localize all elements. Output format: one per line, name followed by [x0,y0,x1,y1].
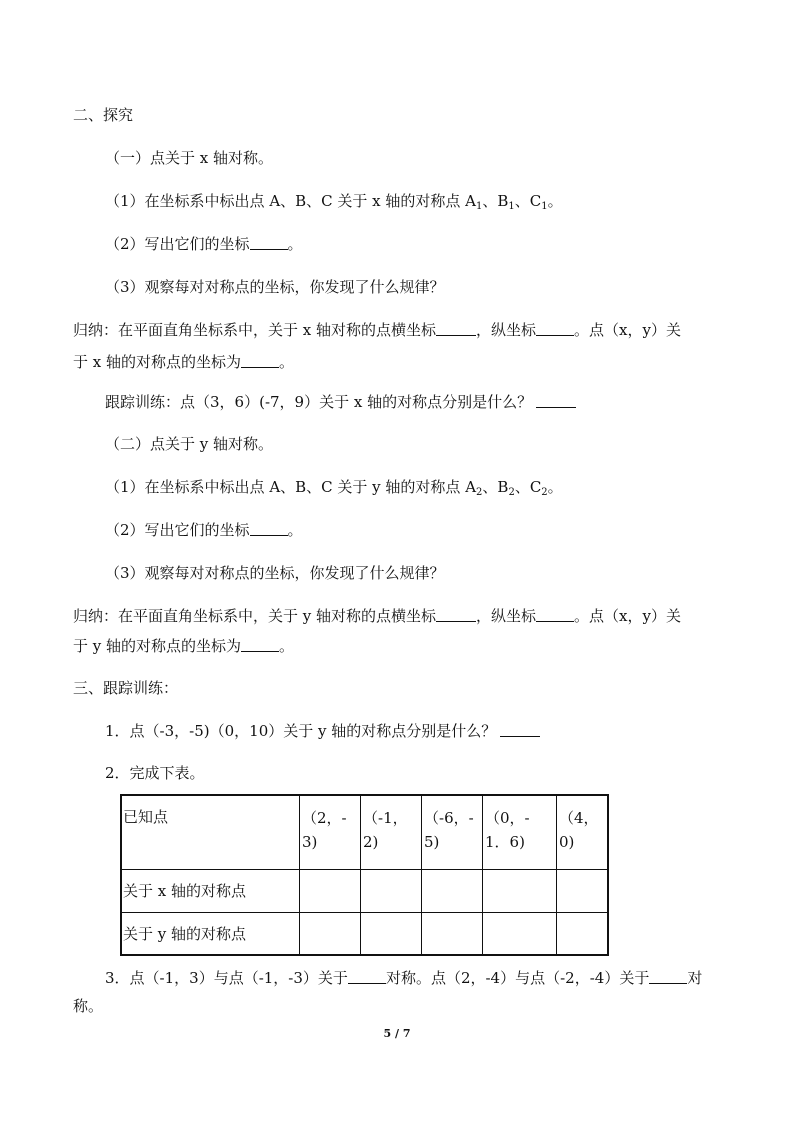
table-answer-cell[interactable] [300,869,361,912]
q1-text: 、C [514,192,542,210]
exercise-1-text: 1．点（-3，-5)（0，10）关于 y 轴的对称点分别是什么？ [105,722,497,740]
answer-blank[interactable] [250,520,288,536]
training-text: 跟踪训练：点（3，6）(-7，9）关于 x 轴的对称点分别是什么？ [105,393,533,411]
table-answer-cell[interactable] [300,912,361,955]
part-2-question-3: （3）观察每对对称点的坐标，你发现了什么规律？ [105,564,445,582]
table-answer-cell[interactable] [361,869,422,912]
answer-blank[interactable] [500,721,540,737]
subscript: 2 [508,487,515,498]
table-row-x [121,869,608,912]
q1-text: 。 [547,192,563,210]
part-1-title: （一）点关于 x 轴对称。 [105,149,273,167]
table-row-y [121,912,608,955]
exercise-3-text: 对 [687,969,703,987]
table-point-cell [557,795,609,869]
table-point-cell [422,795,483,869]
summary-text: 。点（x，y）关 [574,321,681,339]
exercise-3-line-1 [105,968,702,988]
table-answer-cell[interactable] [557,912,609,955]
table-point: （0，-1．6) [485,809,530,851]
table-row-x-label: 关于 x 轴的对称点 [123,881,246,900]
table-row-y-label-cell [121,912,300,955]
subscript: 1 [541,201,548,212]
subscript: 1 [508,201,515,212]
table-answer-cell[interactable] [483,869,557,912]
answer-blank[interactable] [436,606,476,622]
table-point-cell [361,795,422,869]
exercise-3-text: 3．点（-1，3）与点（-1，-3）关于 [105,969,348,987]
q2-text: （2）写出它们的坐标 [105,521,250,539]
page-number: 5 / 7 [383,1027,411,1040]
part-2-summary-line-1 [73,606,681,626]
table-point: （-1，2) [363,809,408,851]
summary-text: 。 [279,353,295,371]
table-point-cell [483,795,557,869]
summary-text: 归纳：在平面直角坐标系中，关于 y 轴对称的点横坐标 [73,607,437,625]
q1-text: 。 [547,478,563,496]
table-point: （4，0) [559,809,599,851]
part-2-question-1 [105,477,563,497]
table-header-row [121,795,608,869]
subscript: 2 [541,487,548,498]
summary-text: 于 y 轴的对称点的坐标为 [73,637,242,655]
table-point: （2，-3) [302,809,347,851]
q2-text: 。 [287,235,303,253]
q1-text: 、B [482,478,509,496]
part-1-question-3: （3）观察每对对称点的坐标，你发现了什么规律？ [105,278,445,296]
table-header-label: 已知点 [123,808,169,826]
summary-text: ，纵坐标 [476,607,537,625]
table-answer-cell[interactable] [557,869,609,912]
exercise-2: 2．完成下表。 [105,764,205,782]
answer-blank[interactable] [649,968,687,984]
table-answer-cell[interactable] [483,912,557,955]
part-1-training [105,392,576,412]
section-2-title: 二、探究 [73,106,134,124]
table-answer-cell[interactable] [422,869,483,912]
section-3-title: 三、跟踪训练： [73,679,179,697]
answer-blank[interactable] [536,320,574,336]
table-point: （-6，-5) [424,809,474,851]
table-answer-cell[interactable] [361,912,422,955]
table-answer-cell[interactable] [422,912,483,955]
q1-text: 、B [482,192,509,210]
exercise-3-line-2: 称。 [73,997,104,1015]
answer-blank[interactable] [536,606,574,622]
part-2-question-2 [105,520,303,540]
subscript: 2 [476,487,483,498]
q1-text: （1）在坐标系中标出点 A、B、C 关于 y 轴的对称点 A [105,478,477,496]
q1-text: 、C [514,478,542,496]
answer-blank[interactable] [250,234,288,250]
q2-text: （2）写出它们的坐标 [105,235,250,253]
subscript: 1 [476,201,483,212]
answer-blank[interactable] [241,636,279,652]
part-1-summary-line-2 [73,352,294,372]
answer-blank[interactable] [241,352,279,368]
summary-text: 。 [279,637,295,655]
part-2-summary-line-2 [73,636,294,656]
summary-text: 归纳：在平面直角坐标系中，关于 x 轴对称的点横坐标 [73,321,436,339]
summary-text: 于 x 轴的对称点的坐标为 [73,353,241,371]
part-2-title: （二）点关于 y 轴对称。 [105,435,274,453]
q2-text: 。 [287,521,303,539]
table-row-y-label: 关于 y 轴的对称点 [123,924,247,943]
exercise-1 [105,721,540,741]
answer-blank[interactable] [436,320,476,336]
table-point-cell [300,795,361,869]
part-1-question-2 [105,234,303,254]
q1-text: （1）在坐标系中标出点 A、B、C 关于 x 轴的对称点 A [105,192,477,210]
table-header-label-cell [121,795,300,869]
part-1-summary-line-1 [73,320,681,340]
summary-text: ，纵坐标 [476,321,537,339]
table-row-x-label-cell [121,869,300,912]
exercise-3-text: 对称。点（2，-4）与点（-2，-4）关于 [385,969,650,987]
answer-blank[interactable] [536,392,576,408]
symmetry-table [120,794,609,956]
part-1-question-1 [105,191,563,211]
summary-text: 。点（x，y）关 [574,607,681,625]
answer-blank[interactable] [348,968,386,984]
